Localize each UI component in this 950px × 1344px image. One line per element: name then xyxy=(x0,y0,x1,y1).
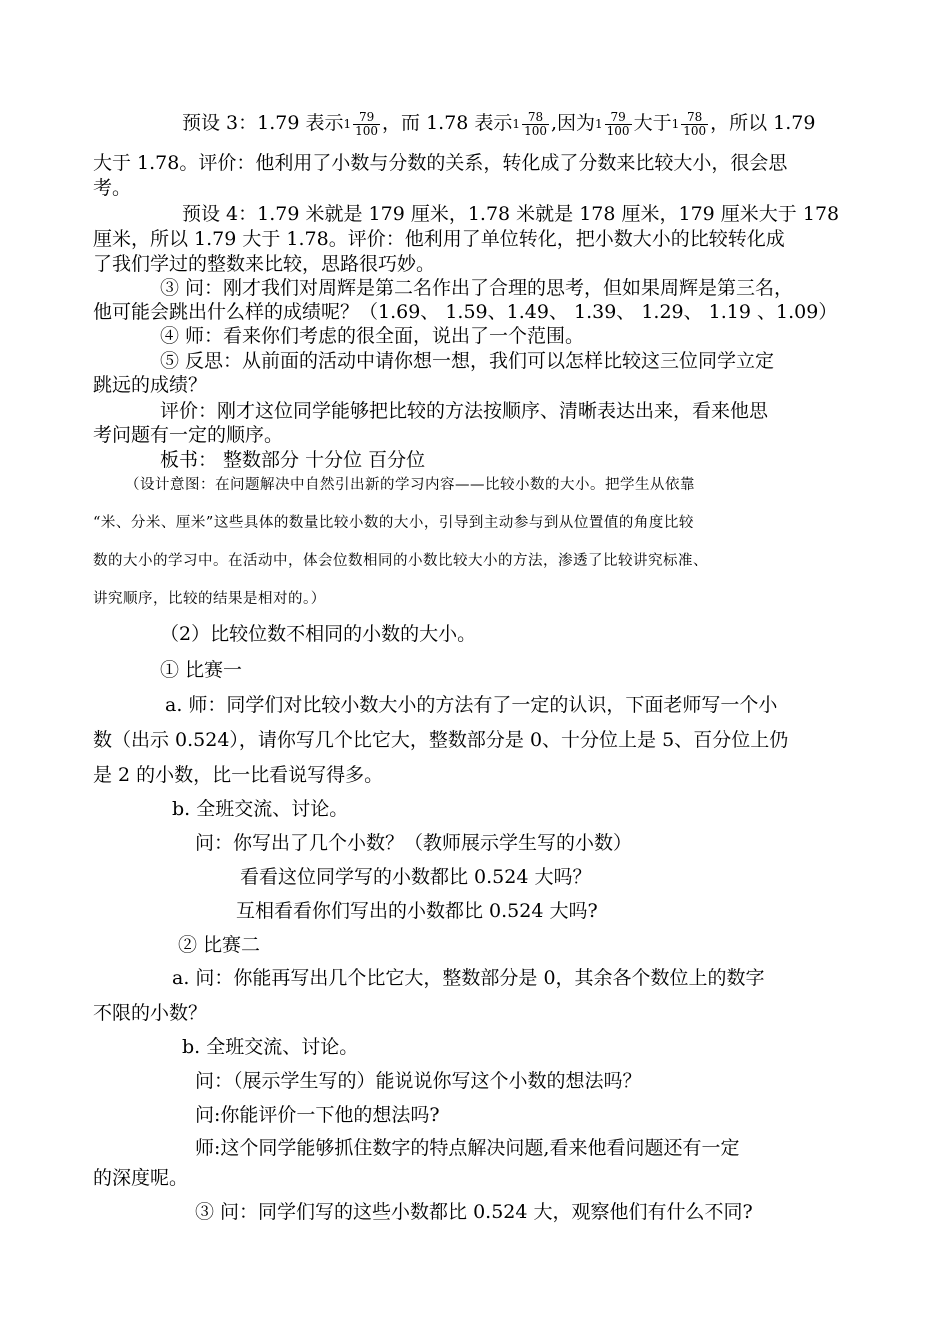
paragraph-line: 师:这个同学能够抓住数字的特点解决问题,看来他看问题还有一定 xyxy=(195,1137,740,1159)
design-intent-line: 讲究顺序，比较的结果是相对的。） xyxy=(93,591,326,607)
match-two-heading: ② 比赛二 xyxy=(178,934,261,956)
fraction-1: $\frac{79}{100}$ xyxy=(355,109,379,138)
fraction-1-whole: 1 xyxy=(343,117,352,131)
paragraph-line: 考。 xyxy=(93,177,132,199)
paragraph-line: b. 全班交流、讨论。 xyxy=(182,1036,359,1058)
paragraph-line: 大于 1.78。评价：他利用了小数与分数的关系，转化成了分数来比较大小，很会思 xyxy=(93,152,788,174)
design-intent-line: “米、分米、厘米”这些具体的数量比较小数的大小，引导到主动参与到从位置值的角度比较 xyxy=(93,515,694,531)
paragraph-line: b. 全班交流、讨论。 xyxy=(172,798,349,820)
paragraph-line: 问:你能评价一下他的想法吗? xyxy=(195,1104,440,1126)
fraction-4: $\frac{78}{100}$ xyxy=(683,109,707,138)
paragraph-line: 是 2 的小数，比一比看说写得多。 xyxy=(93,764,384,786)
paragraph-line: 他可能会跳出什么样的成绩呢？（1.69、 1.59、1.49、 1.39、 1.29、 1.19 、1.09） xyxy=(93,301,838,323)
paragraph-line: 不限的小数？ xyxy=(93,1002,208,1024)
paragraph-line: 评价：刚才这位同学能够把比较的方法按顺序、清晰表达出来，看来他思 xyxy=(160,400,769,422)
preset-3-text: 预设 3：1.79 表示 xyxy=(182,112,344,134)
paragraph-line: ⑤ 反思：从前面的活动中请你想一想，我们可以怎样比较这三位同学立定 xyxy=(160,350,775,372)
paragraph-line: 了我们学过的整数来比较，思路很巧妙。 xyxy=(93,253,436,275)
paragraph-line: 数（出示 0.524），请你写几个比它大，整数部分是 0、十分位上是 5、百分位上仍 xyxy=(93,729,789,751)
paragraph-line: 的深度呢。 xyxy=(93,1167,189,1189)
paragraph-line: ④ 师：看来你们考虑的很全面，说出了一个范围。 xyxy=(160,325,585,347)
paragraph-line: 问：（展示学生写的）能说说你写这个小数的想法吗？ xyxy=(195,1070,642,1092)
fraction-3-whole: 1 xyxy=(595,117,603,131)
paragraph-line: ③ 问：刚才我们对周辉是第二名作出了合理的思考，但如果周辉是第三名， xyxy=(160,277,794,299)
design-intent-line: 数的大小的学习中。在活动中，体会位数相同的小数比较大小的方法，渗透了比较讲究标准、 xyxy=(93,553,708,569)
preset-3-line: 预设 3：1.79 表示1 $\frac{79}{100}$ ，而 1.78 表示1 $\frac{78}{100}$ ,因为1 $\frac{79}{100}$ 大于1 $\frac{78}{100}$ ，所以 1.79 xyxy=(182,109,816,138)
fraction-2-whole: 1 xyxy=(512,117,521,131)
design-intent-line: （设计意图：在问题解决中自然引出新的学习内容——比较小数的大小。把学生从依靠 xyxy=(125,477,695,493)
paragraph-line: 看看这位同学写的小数都比 0.524 大吗？ xyxy=(240,866,592,888)
paragraph-line: 互相看看你们写出的小数都比 0.524 大吗? xyxy=(236,900,598,922)
paragraph-line: 厘米，所以 1.79 大于 1.78。评价：他利用了单位转化，把小数大小的比较转化成 xyxy=(93,228,785,250)
paragraph-line: a. 师：同学们对比较小数大小的方法有了一定的认识，下面老师写一个小 xyxy=(165,694,778,716)
paragraph-line: 考问题有一定的顺序。 xyxy=(93,424,284,446)
board-writing: 板书： 整数部分 十分位 百分位 xyxy=(160,449,426,471)
paragraph-line: 问：你写出了几个小数？（教师展示学生写的小数） xyxy=(195,832,633,854)
paragraph-line: a. 问：你能再写出几个比它大，整数部分是 0，其余各个数位上的数字 xyxy=(172,967,765,989)
paragraph-line: 跳远的成绩？ xyxy=(93,374,208,396)
fraction-4-whole: 1 xyxy=(671,117,680,131)
match-one-heading: ① 比赛一 xyxy=(160,659,243,681)
fraction-3: $\frac{79}{100}$ xyxy=(606,109,630,138)
section-heading: （2）比较位数不相同的小数的大小。 xyxy=(160,623,477,645)
fraction-2: $\frac{78}{100}$ xyxy=(524,109,547,138)
paragraph-line: 预设 4：1.79 米就是 179 厘米，1.78 米就是 178 厘米，179 厘米大于 178 xyxy=(182,203,840,225)
paragraph-line: ③ 问：同学们写的这些小数都比 0.524 大，观察他们有什么不同? xyxy=(195,1201,753,1223)
